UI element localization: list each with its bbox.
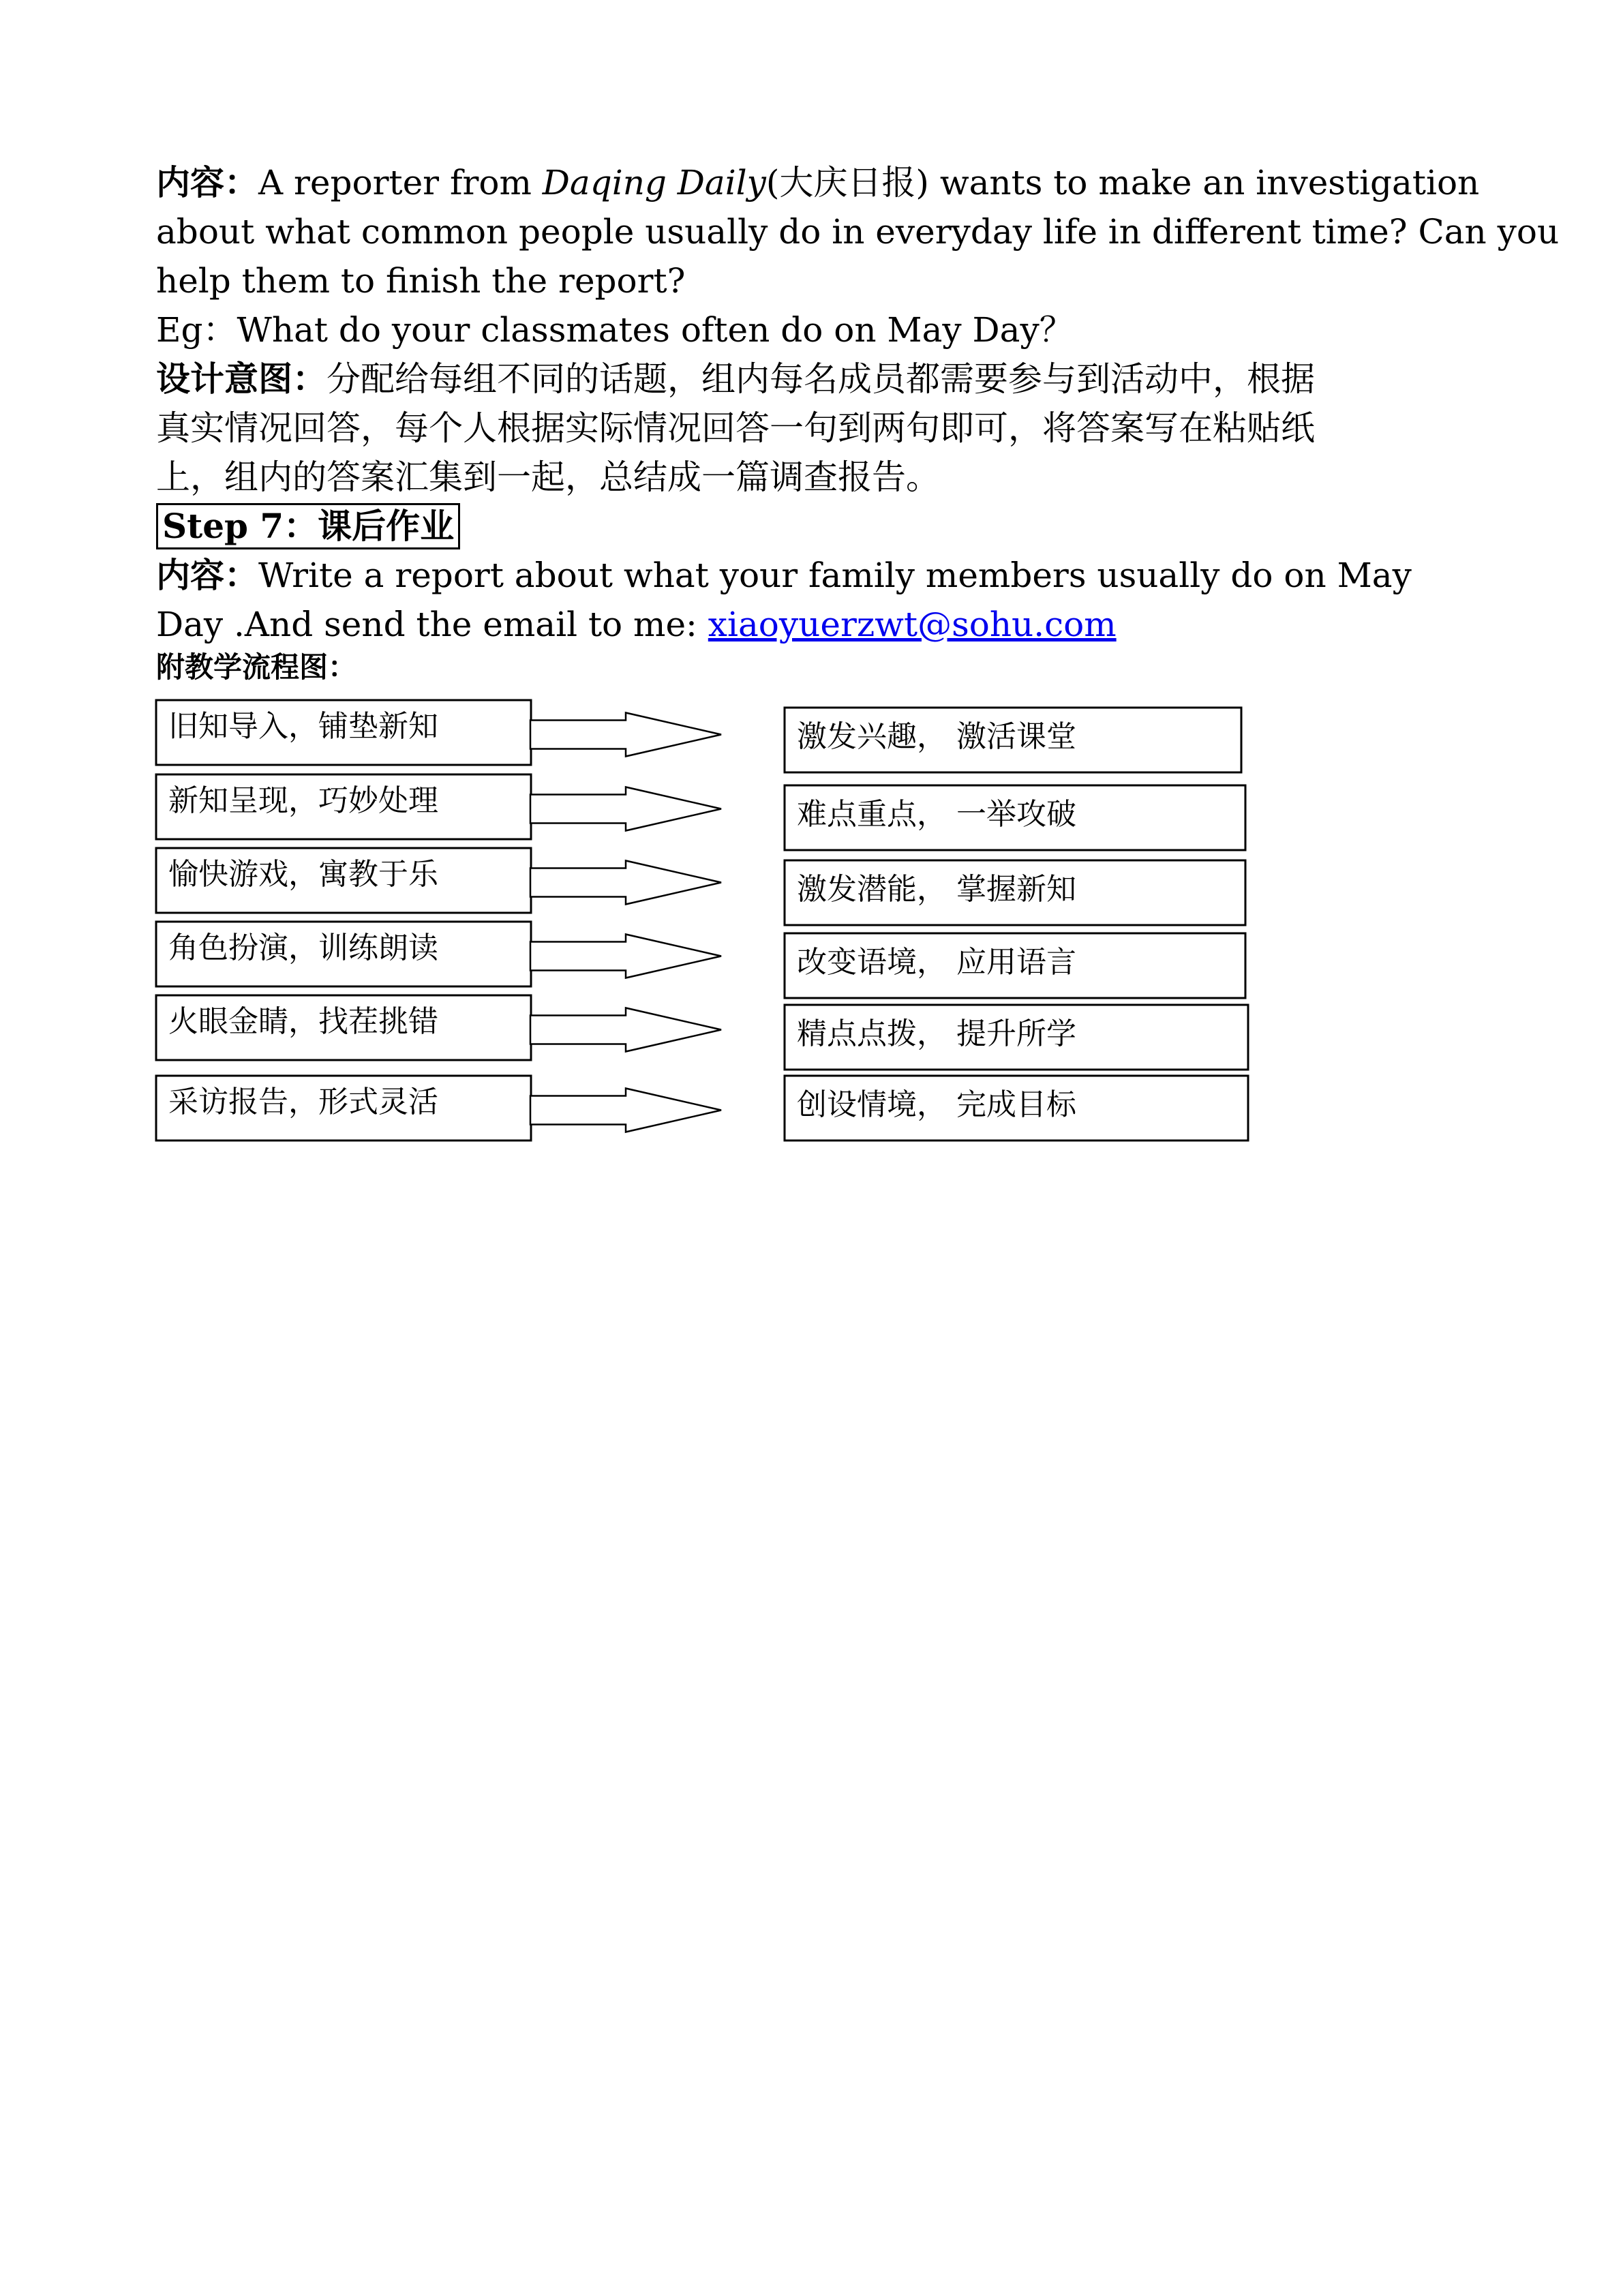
flow-left-label: 新知呈现，巧妙处理 (168, 783, 438, 818)
flow-arrow (530, 787, 721, 831)
design-label: 设计意图： (156, 359, 327, 399)
design-intent-line-2: 真实情况回答，每个人根据实际情况回答一句到两句即可，将答案写在粘贴纸 (156, 408, 1315, 448)
flow-left-label: 旧知导入，铺垫新知 (168, 709, 438, 744)
text-segment: Write a report about what your family members usually do on May (258, 556, 1412, 595)
flow-left-label: 愉快游戏，寓教于乐 (168, 857, 438, 892)
content-label: 内容： (156, 162, 258, 202)
design-intent-line-3: 上，组内的答案汇集到一起，总结成一篇调查报告。 (156, 457, 940, 497)
flow-arrow (530, 935, 721, 978)
homework-label: 内容： (156, 555, 258, 595)
flow-arrow (530, 1008, 721, 1052)
flow-right-label: 精点点拨， 提升所学 (797, 1016, 1076, 1051)
flow-left-label: 采访报告，形式灵活 (168, 1085, 438, 1119)
text-segment: Day .And send the email to me: (156, 605, 708, 644)
flow-right-label: 激发兴趣， 激活课堂 (797, 719, 1076, 754)
flow-right-label: 激发潜能， 掌握新知 (797, 872, 1076, 907)
step7-title: Step 7：课后作业 (156, 503, 460, 549)
email-link[interactable]: xiaoyuerzwt@sohu.com (708, 605, 1117, 644)
flow-chart-title: 附教学流程图： (156, 650, 357, 684)
flow-left-label: 角色扮演，训练朗读 (168, 931, 438, 965)
paragraph-content-line-3: help them to finish the report? (156, 261, 686, 301)
flow-right-label: 改变语境， 应用语言 (797, 945, 1076, 980)
flow-left-label: 火眼金睛，找茬挑错 (168, 1004, 438, 1039)
newspaper-name: Daqing Daily (542, 163, 766, 202)
flow-right-label: 创设情境， 完成目标 (797, 1087, 1076, 1122)
paragraph-content-line-2: about what common people usually do in everyday life in different time? Can you (156, 212, 1560, 252)
text-segment: A reporter from (258, 163, 543, 202)
text-segment: 分配给每组不同的话题，组内每名成员都需要参与到活动中，根据 (327, 359, 1315, 399)
flow-arrow (530, 713, 721, 757)
flow-arrow (530, 1089, 721, 1132)
flow-right-label: 难点重点， 一举攻破 (797, 797, 1076, 832)
flow-arrow (530, 861, 721, 905)
example-line: Eg：What do your classmates often do on May Day？ (156, 310, 1074, 350)
text-segment: (大庆日报) wants to make an investigation (765, 163, 1480, 202)
